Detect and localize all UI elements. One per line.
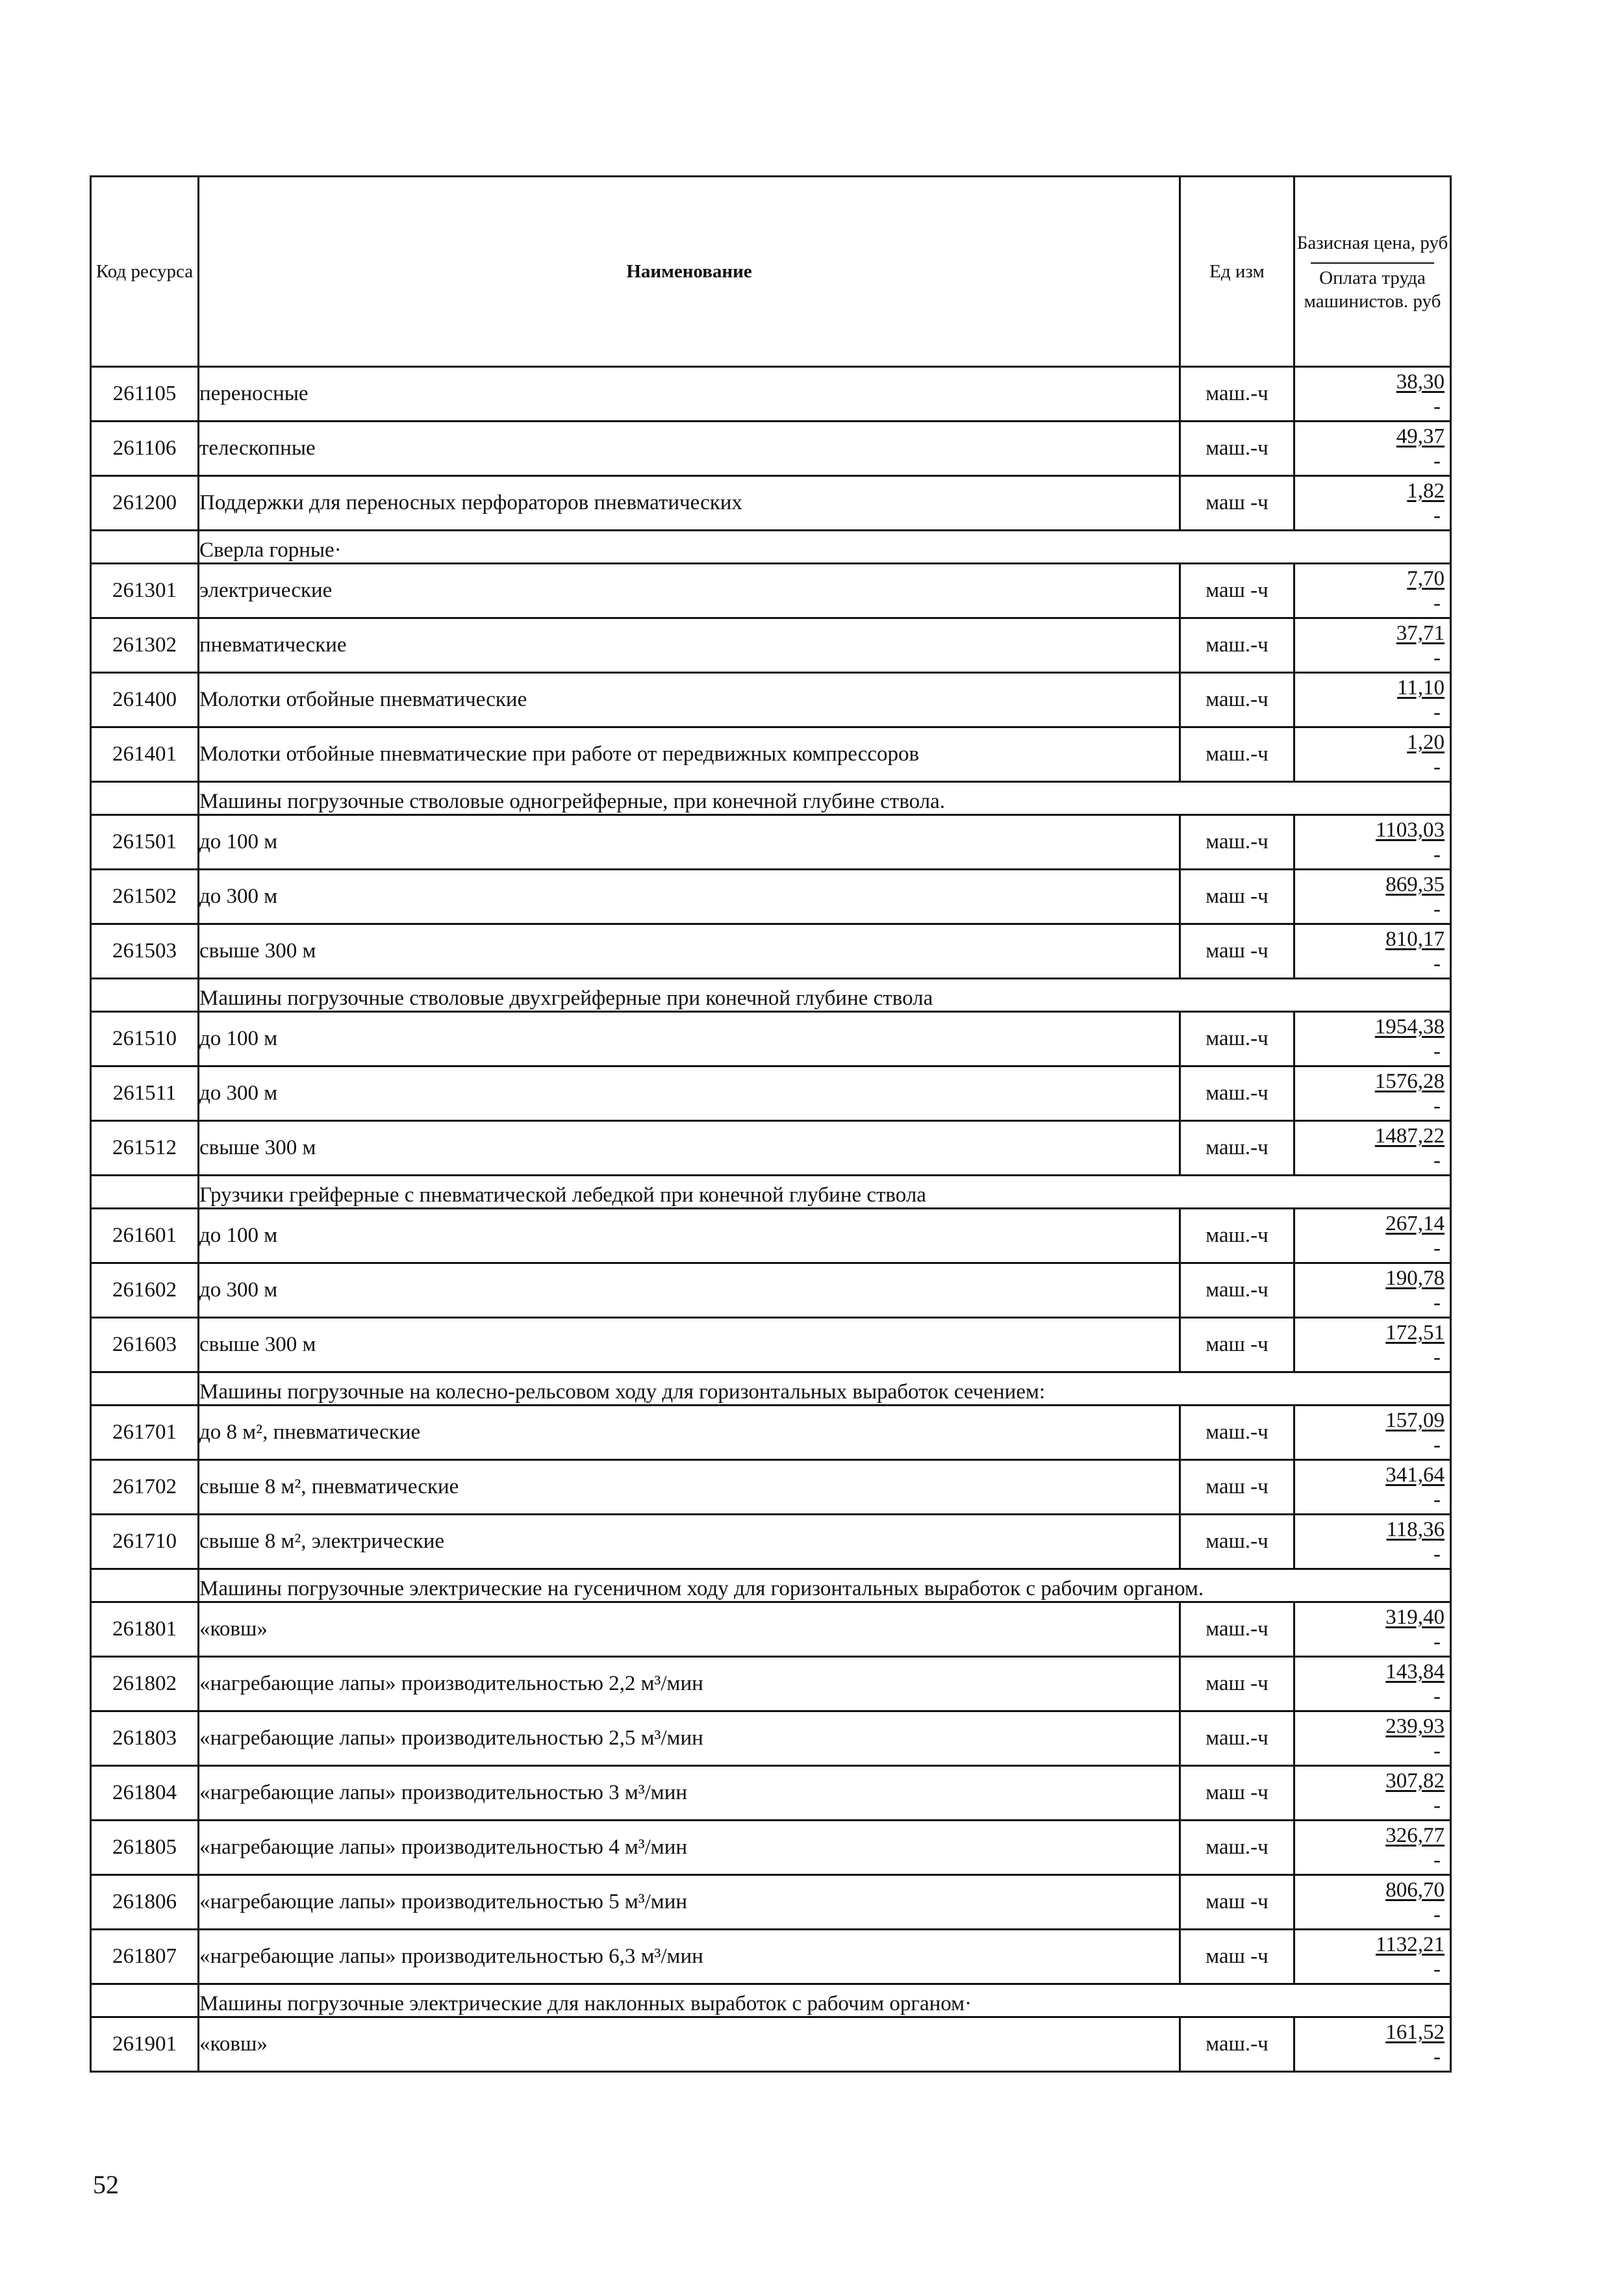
base-price: 341,64 [1385, 1463, 1445, 1487]
operator-labor-cost: - [1433, 449, 1441, 473]
table-row [91, 367, 1451, 422]
operator-labor-cost: - [1433, 1739, 1441, 1763]
resource-code: 261106 [91, 422, 199, 476]
operator-labor-cost: - [1433, 1543, 1441, 1566]
resource-name: до 300 м [199, 1066, 1180, 1121]
base-price: 11,10 [1396, 676, 1445, 700]
operator-labor-cost: - [1433, 701, 1441, 724]
price-cell [1294, 367, 1451, 422]
table-row [91, 924, 1451, 979]
unit-of-measure: маш.-ч [1180, 1121, 1294, 1176]
table-row [91, 1318, 1451, 1372]
table-row [91, 1209, 1451, 1263]
table-row [91, 815, 1451, 870]
resource-name: Молотки отбойные пневматические [199, 673, 1180, 727]
base-price: 326,77 [1385, 1824, 1445, 1847]
group-header-row [91, 1569, 1451, 1602]
base-price: 1487,22 [1374, 1124, 1445, 1148]
table-row [91, 727, 1451, 782]
unit-of-measure: маш -ч [1180, 1318, 1294, 1372]
base-price: 806,70 [1385, 1878, 1445, 1902]
price-cell [1294, 1209, 1451, 1263]
resource-code: 261702 [91, 1460, 199, 1515]
base-price: 267,14 [1385, 1212, 1445, 1235]
unit-of-measure: маш.-ч [1180, 1066, 1294, 1121]
header-price-divider [1311, 262, 1434, 264]
table-row [91, 1515, 1451, 1569]
operator-labor-cost: - [1433, 1903, 1441, 1926]
price-cell [1294, 870, 1451, 924]
price-cell [1294, 673, 1451, 727]
price-cell [1294, 727, 1451, 782]
table-row [91, 1263, 1451, 1318]
resource-name: «нагребающие лапы» производительностью 5 м³/мин [199, 1875, 1180, 1930]
resource-code: 261501 [91, 815, 199, 870]
table-row [91, 1875, 1451, 1930]
resource-name: до 300 м [199, 870, 1180, 924]
base-price: 157,09 [1385, 1409, 1445, 1432]
price-cell [1294, 2017, 1451, 2072]
resource-name: свыше 8 м², пневматические [199, 1460, 1180, 1515]
group-title: Машины погрузочные электрические для наклонных выработок с рабочим органом· [199, 1984, 1451, 2017]
header-code: Код ресурса [91, 177, 199, 367]
operator-labor-cost: - [1433, 1794, 1441, 1817]
operator-labor-cost: - [1433, 755, 1441, 779]
operator-labor-cost: - [1433, 1149, 1441, 1172]
resource-name: свыше 300 м [199, 1121, 1180, 1176]
operator-labor-cost: - [1433, 1040, 1441, 1063]
base-price: 810,17 [1385, 927, 1445, 951]
resource-name: телескопные [199, 422, 1180, 476]
base-price: 307,82 [1385, 1769, 1445, 1793]
resource-name: Молотки отбойные пневматические при работе от передвижных компрессоров [199, 727, 1180, 782]
price-cell [1294, 1766, 1451, 1821]
price-cell [1294, 1515, 1451, 1569]
resource-code: 261710 [91, 1515, 199, 1569]
operator-labor-cost: - [1433, 1346, 1441, 1369]
resource-code: 261802 [91, 1657, 199, 1711]
base-price: 49,37 [1396, 425, 1445, 448]
price-cell [1294, 1711, 1451, 1766]
operator-labor-cost: - [1433, 2045, 1441, 2069]
resource-code: 261807 [91, 1930, 199, 1984]
resource-name: до 100 м [199, 815, 1180, 870]
price-cell [1294, 1602, 1451, 1657]
resource-code: 261901 [91, 2017, 199, 2072]
price-cell [1294, 564, 1451, 618]
unit-of-measure: маш.-ч [1180, 1406, 1294, 1460]
table-row [91, 1657, 1451, 1711]
table-row [91, 1711, 1451, 1766]
price-cell [1294, 1263, 1451, 1318]
group-title: Машины погрузочные электрические на гусеничном ходу для горизонтальных выработок с рабочим органом. [199, 1569, 1451, 1602]
base-price: 319,40 [1385, 1606, 1445, 1629]
table-row [91, 870, 1451, 924]
resource-code: 261701 [91, 1406, 199, 1460]
group-header-row [91, 1176, 1451, 1209]
base-price: 161,52 [1385, 2021, 1445, 2044]
resource-name: свыше 300 м [199, 924, 1180, 979]
unit-of-measure: маш.-ч [1180, 367, 1294, 422]
resource-code: 261805 [91, 1821, 199, 1875]
operator-labor-cost: - [1433, 952, 1441, 976]
resource-name: «нагребающие лапы» производительностью 3 м³/мин [199, 1766, 1180, 1821]
table-row [91, 1460, 1451, 1515]
price-cell [1294, 1066, 1451, 1121]
price-table [90, 175, 1452, 2073]
unit-of-measure: маш.-ч [1180, 1263, 1294, 1318]
resource-code: 261503 [91, 924, 199, 979]
unit-of-measure: маш -ч [1180, 476, 1294, 531]
unit-of-measure: маш -ч [1180, 1460, 1294, 1515]
unit-of-measure: маш.-ч [1180, 727, 1294, 782]
price-cell [1294, 1012, 1451, 1066]
table-header-row [91, 177, 1451, 367]
resource-name: до 300 м [199, 1263, 1180, 1318]
operator-labor-cost: - [1433, 646, 1441, 670]
unit-of-measure: маш.-ч [1180, 815, 1294, 870]
group-code-cell [91, 1569, 199, 1602]
resource-name: до 8 м², пневматические [199, 1406, 1180, 1460]
unit-of-measure: маш -ч [1180, 1930, 1294, 1984]
table-row [91, 1766, 1451, 1821]
table-body [91, 367, 1451, 2072]
price-cell [1294, 1875, 1451, 1930]
group-header-row [91, 979, 1451, 1012]
base-price: 1,82 [1407, 479, 1445, 503]
operator-labor-cost: - [1433, 1094, 1441, 1118]
table-row [91, 1066, 1451, 1121]
resource-name: свыше 300 м [199, 1318, 1180, 1372]
price-cell [1294, 1460, 1451, 1515]
unit-of-measure: маш.-ч [1180, 1711, 1294, 1766]
price-cell [1294, 1318, 1451, 1372]
base-price: 190,78 [1385, 1267, 1445, 1290]
table-row [91, 564, 1451, 618]
group-header-row [91, 782, 1451, 815]
unit-of-measure: маш.-ч [1180, 1012, 1294, 1066]
header-name: Наименование [199, 177, 1180, 367]
group-title: Сверла горные· [199, 531, 1451, 564]
resource-name: электрические [199, 564, 1180, 618]
group-header-row [91, 1372, 1451, 1406]
price-cell [1294, 924, 1451, 979]
table-row [91, 618, 1451, 673]
table-row [91, 1821, 1451, 1875]
resource-code: 261512 [91, 1121, 199, 1176]
price-cell [1294, 1821, 1451, 1875]
base-price: 143,84 [1385, 1660, 1445, 1684]
resource-name: «нагребающие лапы» производительностью 4 м³/мин [199, 1821, 1180, 1875]
base-price: 1103,03 [1375, 818, 1445, 842]
resource-code: 261803 [91, 1711, 199, 1766]
resource-code: 261510 [91, 1012, 199, 1066]
resource-code: 261400 [91, 673, 199, 727]
group-header-row [91, 531, 1451, 564]
group-title: Машины погрузочные стволовые двухгрейферные при конечной глубине ствола [199, 979, 1451, 1012]
unit-of-measure: маш.-ч [1180, 618, 1294, 673]
header-unit: Ед изм [1180, 177, 1294, 367]
resource-code: 261502 [91, 870, 199, 924]
operator-labor-cost: - [1433, 843, 1441, 866]
table-row [91, 673, 1451, 727]
unit-of-measure: маш.-ч [1180, 422, 1294, 476]
group-code-cell [91, 782, 199, 815]
resource-name: «ковш» [199, 1602, 1180, 1657]
unit-of-measure: маш.-ч [1180, 1821, 1294, 1875]
group-code-cell [91, 1176, 199, 1209]
resource-code: 261401 [91, 727, 199, 782]
group-title: Машины погрузочные стволовые одногрейферные, при конечной глубине ствола. [199, 782, 1451, 815]
table-row [91, 476, 1451, 531]
table-row [91, 1121, 1451, 1176]
operator-labor-cost: - [1433, 504, 1441, 527]
page-number: 52 [93, 2170, 119, 2199]
price-cell [1294, 1406, 1451, 1460]
price-cell [1294, 422, 1451, 476]
resource-name: пневматические [199, 618, 1180, 673]
unit-of-measure: маш -ч [1180, 1657, 1294, 1711]
resource-name: «ковш» [199, 2017, 1180, 2072]
resource-code: 261301 [91, 564, 199, 618]
resource-name: переносные [199, 367, 1180, 422]
resource-name: Поддержки для переносных перфораторов пневматических [199, 476, 1180, 531]
table-row [91, 1012, 1451, 1066]
price-cell [1294, 1121, 1451, 1176]
unit-of-measure: маш.-ч [1180, 1515, 1294, 1569]
group-header-row [91, 1984, 1451, 2017]
resource-name: «нагребающие лапы» производительностью 6,3 м³/мин [199, 1930, 1180, 1984]
resource-code: 261804 [91, 1766, 199, 1821]
operator-labor-cost: - [1433, 1685, 1441, 1708]
resource-code: 261105 [91, 367, 199, 422]
base-price: 118,36 [1386, 1518, 1445, 1541]
operator-labor-cost: - [1433, 592, 1441, 615]
resource-name: свыше 8 м², электрические [199, 1515, 1180, 1569]
unit-of-measure: маш -ч [1180, 924, 1294, 979]
base-price: 869,35 [1385, 873, 1445, 896]
operator-labor-cost: - [1433, 1291, 1441, 1315]
unit-of-measure: маш.-ч [1180, 1209, 1294, 1263]
price-cell [1294, 476, 1451, 531]
resource-name: до 100 м [199, 1012, 1180, 1066]
unit-of-measure: маш.-ч [1180, 2017, 1294, 2072]
operator-labor-cost: - [1433, 395, 1441, 418]
price-cell [1294, 1657, 1451, 1711]
header-price-base: Базисная цена, руб [1296, 232, 1448, 253]
group-title: Грузчики грейферные с пневматической лебедкой при конечной глубине ствола [199, 1176, 1451, 1209]
resource-code: 261806 [91, 1875, 199, 1930]
operator-labor-cost: - [1433, 1488, 1441, 1511]
operator-labor-cost: - [1433, 1237, 1441, 1260]
table-row [91, 1602, 1451, 1657]
operator-labor-cost: - [1433, 1958, 1441, 1981]
header-price [1294, 177, 1451, 367]
unit-of-measure: маш.-ч [1180, 673, 1294, 727]
base-price: 7,70 [1407, 567, 1445, 590]
base-price: 1576,28 [1374, 1070, 1445, 1093]
unit-of-measure: маш -ч [1180, 564, 1294, 618]
price-cell [1294, 815, 1451, 870]
resource-code: 261302 [91, 618, 199, 673]
table-row [91, 422, 1451, 476]
group-code-cell [91, 979, 199, 1012]
base-price: 37,71 [1396, 622, 1445, 645]
base-price: 1132,21 [1375, 1933, 1445, 1956]
group-code-cell [91, 531, 199, 564]
resource-name: «нагребающие лапы» производительностью 2,5 м³/мин [199, 1711, 1180, 1766]
resource-code: 261801 [91, 1602, 199, 1657]
operator-labor-cost: - [1433, 1630, 1441, 1654]
resource-code: 261200 [91, 476, 199, 531]
resource-name: «нагребающие лапы» производительностью 2,2 м³/мин [199, 1657, 1180, 1711]
unit-of-measure: маш.-ч [1180, 1602, 1294, 1657]
operator-labor-cost: - [1433, 898, 1441, 921]
table-row [91, 1406, 1451, 1460]
price-cell [1294, 618, 1451, 673]
operator-labor-cost: - [1433, 1433, 1441, 1457]
unit-of-measure: маш -ч [1180, 1766, 1294, 1821]
unit-of-measure: маш -ч [1180, 1875, 1294, 1930]
base-price: 172,51 [1385, 1321, 1445, 1344]
resource-code: 261602 [91, 1263, 199, 1318]
base-price: 1954,38 [1374, 1015, 1445, 1039]
resource-name: до 100 м [199, 1209, 1180, 1263]
group-code-cell [91, 1372, 199, 1406]
base-price: 239,93 [1385, 1715, 1445, 1738]
header-price-labor: Оплата труда машинистов. руб [1304, 267, 1441, 312]
resource-code: 261603 [91, 1318, 199, 1372]
table-row [91, 1930, 1451, 1984]
operator-labor-cost: - [1433, 1848, 1441, 1872]
price-cell [1294, 1930, 1451, 1984]
table-row [91, 2017, 1451, 2072]
group-title: Машины погрузочные на колесно-рельсовом ходу для горизонтальных выработок сечением: [199, 1372, 1451, 1406]
resource-code: 261511 [91, 1066, 199, 1121]
resource-code: 261601 [91, 1209, 199, 1263]
base-price: 38,30 [1396, 370, 1445, 394]
unit-of-measure: маш -ч [1180, 870, 1294, 924]
group-code-cell [91, 1984, 199, 2017]
base-price: 1,20 [1407, 731, 1445, 754]
